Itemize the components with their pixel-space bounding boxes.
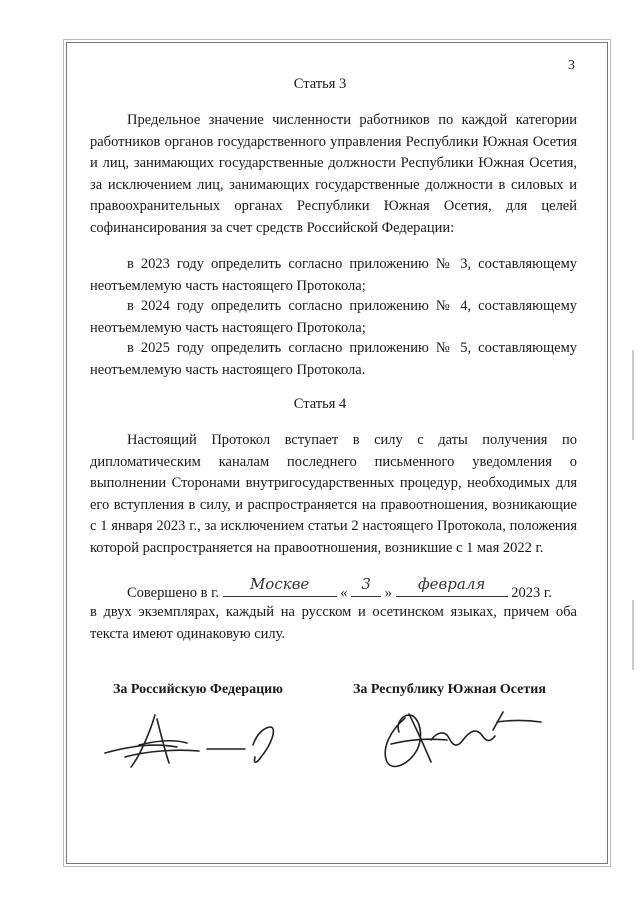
article-3-heading: Статья 3	[293, 76, 347, 92]
scan-edge-mark	[632, 600, 634, 670]
signature-caption-russia: За Российскую Федерацию	[113, 682, 283, 697]
article-4-heading: Статья 4	[293, 396, 347, 412]
article-3-intro: Предельное значение численности работников по каждой категории работников органов государственного управления Республики Южная Осетия и лиц, занимающих государственные должности Республики Южная Осетия, за исключением лиц, занимающих государственные должности в силовых и правоохранительных органах Республики Южная Осетия, для целей софинансирования за счет средств Российской Федерации:	[90, 112, 577, 236]
signed-prefix: Совершено в г.	[127, 585, 220, 601]
month-blank	[396, 574, 508, 597]
city-blank	[223, 574, 337, 597]
article-4-text: Настоящий Протокол вступает в силу с даты получения по дипломатическим каналам последнего письменного уведомления о выполнении Сторонами внутригосударственных процедур, необходимых для его вступления в силу, и распространяется на правоотношения, возникающие с 1 января 2023 г., за исключением статьи 2 настоящего Протокола, положения которой распространяется на правоотношения, возникшие с 1 мая 2022 г.	[90, 432, 577, 556]
signed-rest: в двух экземплярах, каждый на русском и осетинском языках, причем оба текста имеют одинаковую силу.	[90, 604, 577, 642]
handwritten-month: февраля	[417, 574, 486, 593]
page-number: 3	[568, 58, 575, 73]
handwritten-day: 3	[361, 574, 371, 593]
quote-close: »	[384, 585, 393, 601]
signature-caption-south-ossetia: За Республику Южная Осетия	[353, 682, 546, 697]
article-3-item-2025: в 2025 году определить согласно приложению № 5, составляющему неотъемлемую часть настоящего Протокола.	[90, 340, 577, 378]
handwritten-city: Москве	[249, 574, 310, 593]
signature-south-ossetia	[365, 700, 565, 780]
signed-place-date-line	[90, 574, 577, 605]
article-3-item-2023: в 2023 году определить согласно приложению № 3, составляющему неотъемлемую часть настоящего Протокола;	[90, 256, 577, 294]
signed-year: 2023 г.	[511, 585, 552, 601]
article-3-item-2024: в 2024 году определить согласно приложению № 4, составляющему неотъемлемую часть настоящего Протокола;	[90, 298, 577, 336]
day-blank	[351, 574, 381, 597]
quote-open: «	[340, 585, 348, 601]
scan-edge-mark	[632, 350, 634, 440]
signature-russia	[95, 705, 305, 775]
